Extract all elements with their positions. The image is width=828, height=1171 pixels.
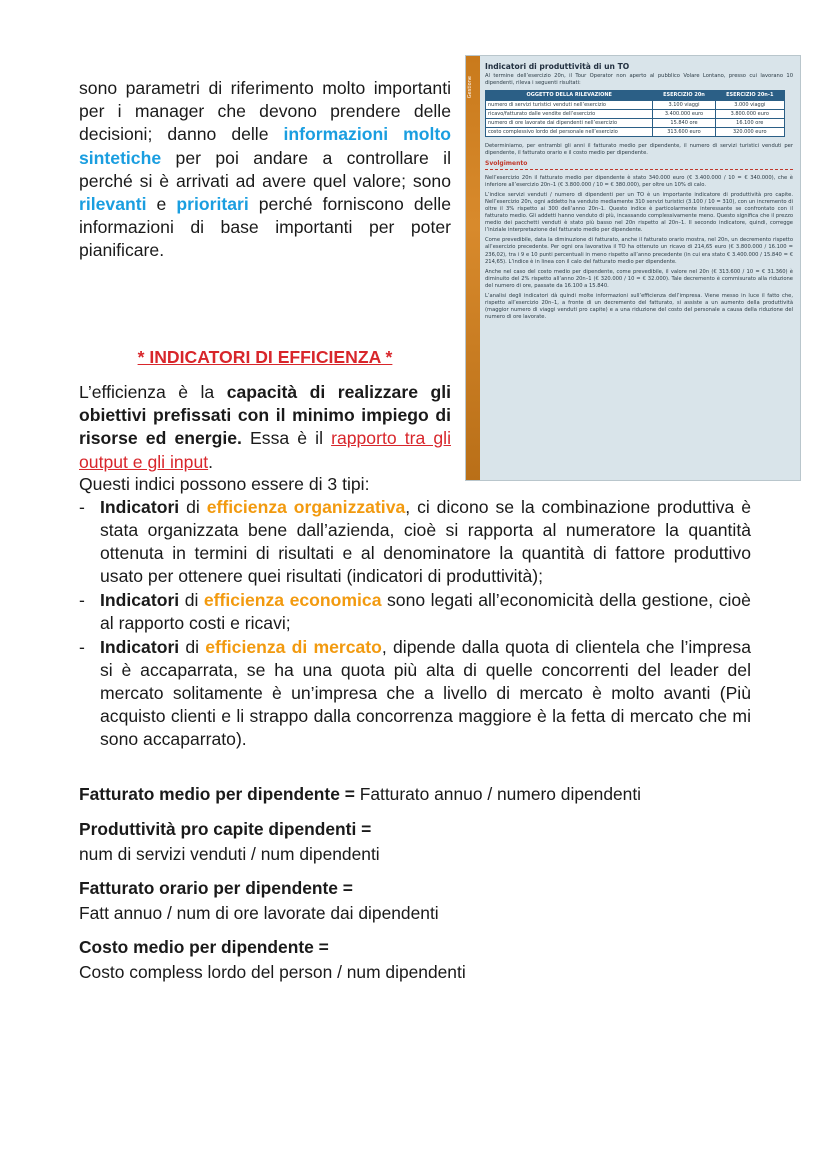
textbook-svolgimento-heading: Svolgimento [485, 160, 528, 168]
formula-fatturato-medio [79, 782, 759, 807]
table-row [486, 110, 785, 119]
table-cell: numero di ore lavorate dai dipendenti nell’esercizio [486, 119, 653, 128]
bullet-dash: - [79, 497, 85, 517]
table-row [486, 101, 785, 110]
list-item [79, 636, 751, 751]
table-cell: 320.000 euro [715, 128, 784, 137]
bullet-mid: di [179, 637, 206, 657]
highlight-informazioni-sintetiche: informazioni molto sintetiche [79, 124, 452, 168]
table-cell: 3.000 viaggi [715, 101, 784, 110]
table-cell: costo complessivo lordo del personale nell’esercizio [486, 128, 653, 137]
textbook-intro: Al termine dell’esercizio 20n, il Tour Operator non aperto al pubblico Volare Lontano, presso cui lavorano 10 dipendenti, rileva i seguenti risultati: [485, 73, 793, 87]
bullet-lead: Indicatori [100, 637, 180, 657]
textbook-content [485, 62, 793, 324]
output-input-ratio-link[interactable]: rapporto tra gli output e gli input [79, 428, 451, 472]
formula-name: Costo medio per dipendente = [79, 937, 329, 957]
bullet-text: sono legati all’economicità della gestione, cioè al rapporto costi e ricavi; [100, 590, 751, 633]
formula-expression: Fatturato annuo / numero dipendenti [354, 784, 642, 804]
textbook-photo [466, 56, 800, 480]
bullet-lead: Indicatori [100, 590, 180, 610]
table-header-cell: ESERCIZIO 20n [653, 91, 715, 101]
bullet-text: , ci dicono se la combinazione produttiva è stata organizzata bene dall’azienda, cioè si rapporta al numeratore la quantità ottenuta in termini di risultati e al denominatore la quantità di fattore produttivo usato per ottenere quei risultati (indicatori di produttività); [100, 497, 751, 586]
highlight-prioritari: prioritari [176, 194, 249, 215]
formula-expression: Fatt annuo / num di ore lavorate dai dipendenti [79, 902, 439, 923]
list-item [79, 589, 751, 635]
intro-text-1: sono parametri di riferimento molto importanti per i manager che devono prendere delle decisioni; danno delle [79, 78, 451, 145]
highlight-efficienza-di-mercato: efficienza di mercato [205, 637, 382, 657]
table-cell: 16.100 ore [715, 119, 784, 128]
intro-text-2: per poi andare a controllare il perché si è arrivati ad avere quel valore; sono [79, 147, 451, 191]
table-cell: 3.800.000 euro [715, 110, 784, 119]
bullet-dash: - [79, 637, 85, 657]
efficiency-text-1: L’efficienza è la [79, 382, 227, 402]
efficiency-text-3: . [208, 451, 214, 472]
table-cell: numero di servizi turistici venduti nell’esercizio [486, 101, 653, 110]
table-cell: 313.600 euro [653, 128, 715, 137]
bullet-dash: - [79, 590, 85, 610]
efficiency-text-2: Essa è il [241, 428, 332, 449]
bullet-mid: di [179, 497, 207, 517]
textbook-task: Determiniamo, per entrambi gli anni il fatturato medio per dipendente, il numero di servizi turistici venduti per dipendente, il fatturato orario e il costo medio per dipendente. [485, 143, 793, 157]
formula-costo-medio [79, 935, 759, 984]
table-cell: 3.100 viaggi [653, 101, 715, 110]
textbook-table-header [486, 91, 785, 101]
table-cell: 15.840 ore [653, 119, 715, 128]
bullet-mid: di [179, 590, 204, 610]
textbook-title: Indicatori di produttività di un TO [485, 62, 630, 71]
table-header-cell: OGGETTO DELLA RILEVAZIONE [486, 91, 653, 101]
bullet-text: , dipende dalla quota di clientela che l’impresa si è accaparrata, se ha una quota più alta di quelle concorrenti del leader del mercato solitamente è un’impresa che a livello di mercato è molto avanti (Più acquisto clienti e li strappo dalla concorrenza maggiore è la fetta di mercato che mi sono accaparrato). [100, 637, 751, 749]
textbook-paragraph: Come prevedibile, data la diminuzione di fatturato, anche il fatturato orario mostra, nel 20n, un decremento rispetto all’esercizio precedente. Per ogni ora lavorativa il TO ha ottenuto un ricavo di 214,65 euro (€ 3.800.000 / 16.100 = 236,02), tra i 9 e 10 punti percentuali in meno rispetto all’anno precedente (in cui era stato € 3.400.000 / 15.840 = € 214,65). L’indice è in linea con il calo del fatturato medio per dipendente. [485, 237, 793, 265]
textbook-paragraph: Nell’esercizio 20n il fatturato medio per dipendente è stato 340.000 euro (€ 3.400.000 / 10 = € 340.000), che è inferiore all’esercizio 20n–1 (€ 3.800.000 / 10 = € 380.000), per oltre un 10% di calo. [485, 174, 793, 188]
textbook-paragraph: L’analisi degli indicatori dà quindi molte informazioni sull’efficienza dell’impresa. Viene messo in luce il fatto che, rispetto all’esercizio 20n–1, a fronte di un decremento del fatturato, si assiste a un aumento della produttività (maggior numero di viaggi venduti pro capite) e a una riduzione del costo del personale a causa della riduzione del numero di ore lavorate. [485, 292, 793, 321]
textbook-paragraph: L’indice servizi venduti / numero di dipendenti per un TO è un importante indicatore di produttività pro capite. Nell’esercizio 20n, ogni addetto ha venduto mediamente 310 servizi turistici (3.100 / 10 = 310), con un incremento di oltre il 3% rispetto ai 300 dell’anno 20n–1. Questo indice è particolarmente interessante se confrontato con il fatturato medio. Gli addetti hanno venduto di più, incassando complessivamente meno. Questo significa che il prezzo medio dei pacchetti venduti è stato più basso nel 20n rispetto al 20n–1. Il secondo indicatore, quindi, corregge l’iniziale interpretazione del fatturato medio per dipendente. [485, 191, 793, 234]
formula-produttivita [79, 817, 759, 866]
table-row [486, 119, 785, 128]
intro-paragraph [79, 77, 451, 263]
highlight-rilevanti: rilevanti [79, 194, 147, 215]
table-cell: 3.400.000 euro [653, 110, 715, 119]
section-title: * INDICATORI DI EFFICIENZA * [137, 347, 393, 367]
divider [485, 169, 793, 170]
highlight-efficienza-economica: efficienza economica [203, 590, 382, 610]
intro-text-4: perché forniscono delle informazioni di base importanti per poter pianificare. [79, 194, 452, 261]
intro-text-3: e [146, 194, 177, 215]
formula-name: Produttività pro capite dipendenti = [79, 819, 372, 839]
formula-name: Fatturato orario per dipendente = [79, 878, 353, 898]
list-item [79, 496, 751, 588]
types-intro: Questi indici possono essere di 3 tipi: [79, 474, 370, 494]
table-header-cell: ESERCIZIO 20n-1 [715, 91, 784, 101]
table-cell: ricavo/fatturato dalle vendite dell’esercizio [486, 110, 653, 119]
table-row [486, 128, 785, 137]
formula-name: Fatturato medio per dipendente = [79, 784, 355, 804]
highlight-efficienza-organizzativa: efficienza organizzativa [206, 497, 406, 517]
formula-expression: num di servizi venduti / num dipendenti [79, 843, 380, 864]
efficiency-bold-definition: capacità di realizzare gli obiettivi prefissati con il minimo impiego di risorse ed energie. [79, 382, 451, 449]
strip-label: Gestione [467, 76, 473, 99]
textbook-side-strip [466, 56, 480, 480]
formula-expression: Costo compless lordo del person / num dipendenti [79, 961, 466, 982]
formula-fatturato-orario [79, 876, 759, 925]
bullet-lead: Indicatori [100, 497, 180, 517]
indicator-types-list [79, 496, 751, 752]
textbook-table [485, 90, 785, 137]
efficiency-definition [79, 381, 451, 474]
textbook-paragraph: Anche nel caso del costo medio per dipendente, come prevedibile, il valore nel 20n (€ 313.600 / 10 = € 31.360) è diminuito del 2% rispetto all’anno 20n–1 (€ 320.000 / 10 = € 32.000). Tale decremento è commisurato alla riduzione del numero di ore, passate da 16.100 a 15.840. [485, 268, 793, 289]
